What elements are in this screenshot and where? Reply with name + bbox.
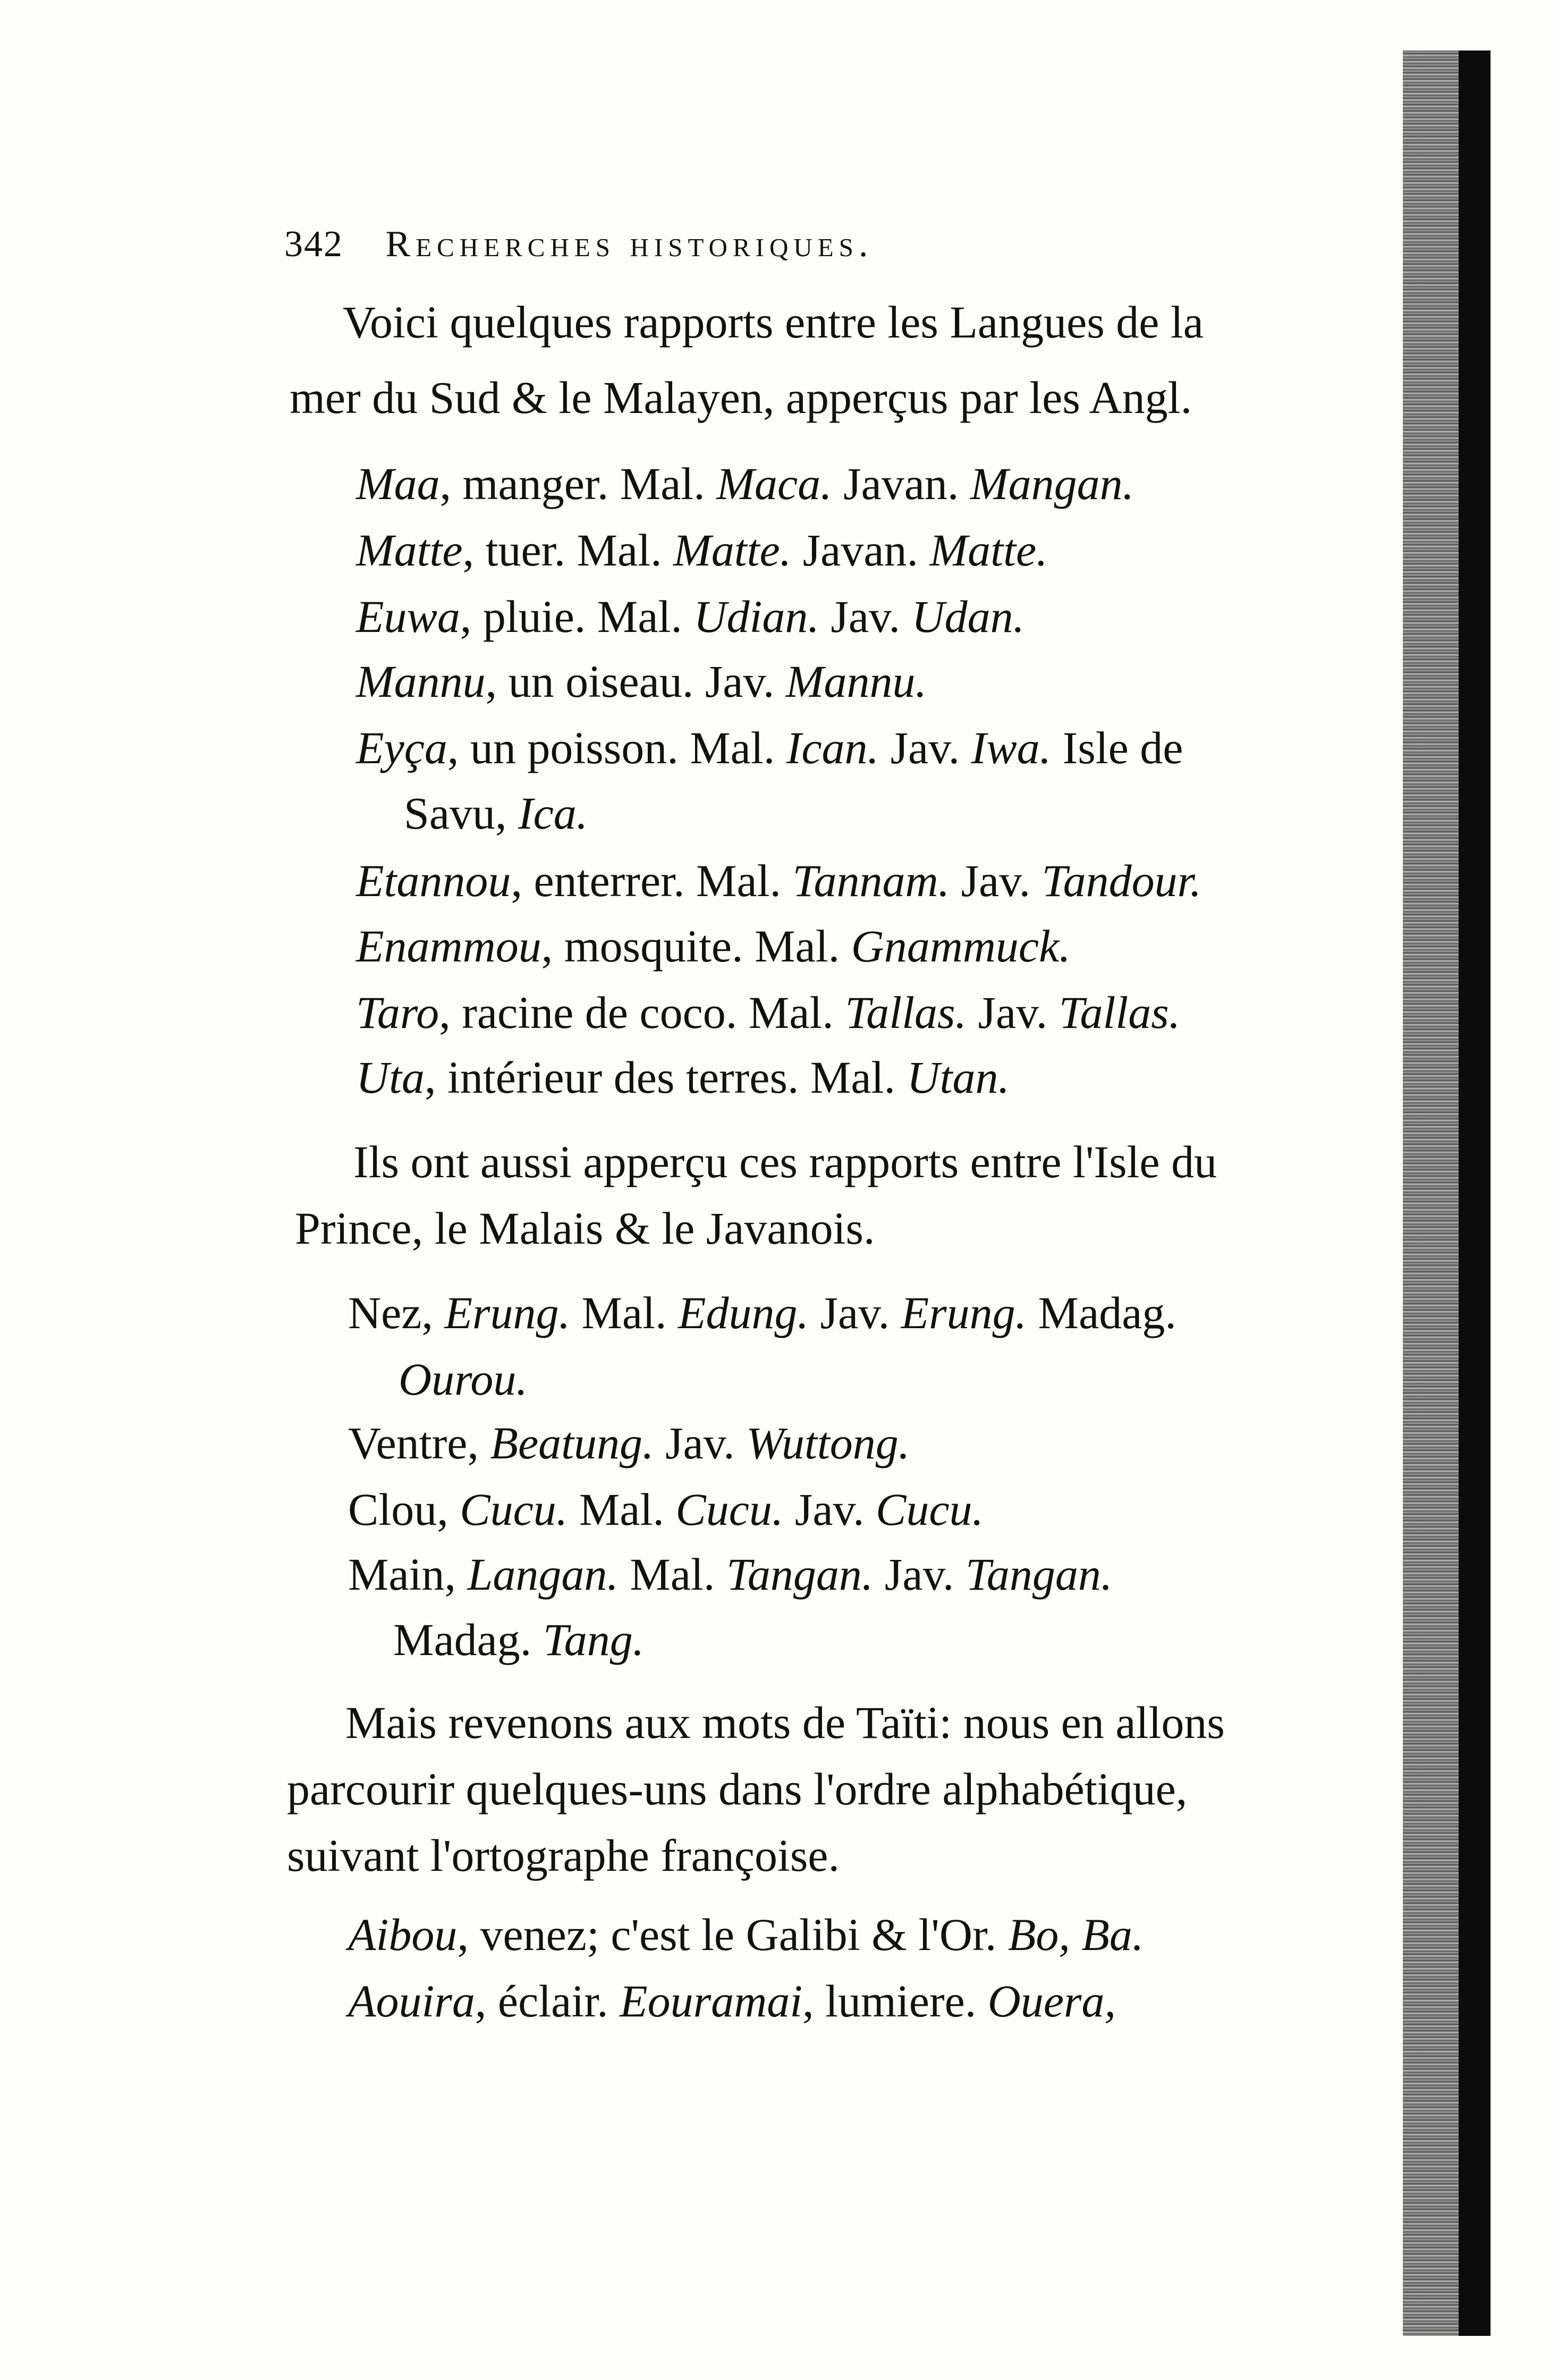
- list-item: [356, 524, 1048, 577]
- entry-word: Edung.: [678, 1287, 809, 1338]
- entry-text: Nez,: [348, 1287, 445, 1338]
- entry-word: Eouramai: [620, 1976, 803, 2027]
- entry-text: Main,: [348, 1549, 468, 1600]
- entry-text: Jav.: [873, 1549, 966, 1600]
- entry-word: Udan.: [911, 591, 1025, 642]
- entry-text: , tuer. Mal.: [462, 525, 674, 576]
- entry-word: Ourou.: [399, 1354, 528, 1405]
- entry-word: Matte.: [929, 525, 1048, 576]
- intro-text-2: mer du Sud & le Malayen, apperçus par les Angl.: [290, 372, 1192, 423]
- para3-text-2: parcourir quelques-uns dans l'ordre alphabétique,: [287, 1763, 1188, 1814]
- entry-word: Mannu.: [785, 656, 927, 707]
- entry-text: Jav.: [879, 722, 971, 773]
- para2-text-2: Prince, le Malais & le Javanois.: [295, 1203, 875, 1254]
- entry-text: Jav.: [819, 591, 912, 642]
- entry-word: Aibou: [348, 1909, 458, 1960]
- list-item: [356, 986, 1180, 1039]
- list-item: [356, 457, 1134, 510]
- entry-word: Aouira: [348, 1976, 475, 2027]
- entry-text: Mal.: [618, 1549, 726, 1600]
- intro-text-1: Voici quelques rapports entre les Langues de la: [343, 297, 1204, 348]
- entry-word: Utan.: [907, 1052, 1010, 1103]
- entry-word: Iwa.: [971, 722, 1052, 773]
- entry-word: Erung.: [901, 1287, 1027, 1338]
- entry-word: Maa: [356, 458, 440, 509]
- entry-text: Mal.: [568, 1484, 676, 1535]
- entry-word: Ouera,: [987, 1976, 1116, 2027]
- entry-word: Cucu.: [875, 1484, 984, 1535]
- entry-word: Gnammuck.: [851, 921, 1071, 972]
- list-item: [348, 1286, 1176, 1339]
- entry-text: Jav.: [783, 1484, 876, 1535]
- entry-text: Javan.: [832, 458, 970, 509]
- entry-word: Tannam.: [792, 855, 950, 906]
- entry-word: Beatung.: [490, 1417, 654, 1468]
- list-item: [348, 1483, 984, 1536]
- entry-word: Udian.: [693, 591, 819, 642]
- running-title: Recherches historiques.: [385, 224, 874, 265]
- entry-text: Isle de: [1051, 722, 1183, 773]
- entry-word: Ica.: [518, 788, 588, 839]
- entry-word: Euwa: [356, 591, 460, 642]
- entry-text: , manger. Mal.: [439, 458, 717, 509]
- entry-word: Bo, Ba.: [1007, 1909, 1144, 1960]
- intro-line-2: [290, 360, 1192, 435]
- entry-text: Jav.: [967, 987, 1059, 1038]
- entry-text: Ventre,: [348, 1417, 490, 1468]
- entry-text: , un oiseau. Jav.: [485, 656, 786, 707]
- intro-line-1: [343, 284, 1204, 360]
- entry-word: Uta: [356, 1052, 425, 1103]
- list-item: [348, 1548, 1112, 1601]
- para3-text-3: suivant l'ortographe françoise.: [287, 1830, 840, 1881]
- entry-word: Enammou: [356, 921, 541, 972]
- para3-text-1: Mais revenons aux mots de Taïti: nous en allons: [345, 1697, 1225, 1748]
- entry-text: Savu,: [404, 788, 518, 839]
- entry-text: , racine de coco. Mal.: [439, 987, 845, 1038]
- list-item: [404, 787, 588, 840]
- entry-word: Mannu: [356, 656, 486, 707]
- entry-word: Cucu.: [460, 1484, 568, 1535]
- entry-text: Jav.: [654, 1417, 747, 1468]
- entry-word: Ican.: [786, 722, 879, 773]
- entry-text: , éclair.: [475, 1976, 620, 2027]
- para2-text-1: Ils ont aussi apperçu ces rapports entre l'Isle du: [353, 1136, 1217, 1187]
- para3-line-1: [345, 1685, 1225, 1760]
- list-item: [356, 655, 927, 708]
- para2-line-1: [353, 1124, 1217, 1200]
- entry-text: , intérieur des terres. Mal.: [425, 1052, 907, 1103]
- list-item: [356, 919, 1071, 973]
- para3-line-2: [287, 1751, 1187, 1827]
- entry-text: Jav.: [809, 1287, 901, 1338]
- entry-word: Cucu.: [675, 1484, 784, 1535]
- entry-word: Tang.: [543, 1614, 645, 1665]
- entry-word: Erung.: [444, 1287, 570, 1338]
- list-item: [393, 1613, 644, 1666]
- entry-text: Madag.: [393, 1614, 543, 1665]
- entry-word: Tallas.: [1059, 987, 1181, 1038]
- entry-word: Eyça: [356, 722, 447, 773]
- entry-text: , venez; c'est le Galibi & l'Or.: [457, 1909, 1008, 1960]
- entry-text: , un poisson. Mal.: [447, 722, 786, 773]
- list-item: [348, 1974, 1116, 2028]
- entry-word: Tangan.: [965, 1549, 1113, 1600]
- entry-word: Maca.: [716, 458, 832, 509]
- entry-word: Mangan.: [970, 458, 1134, 509]
- para3-line-3: [287, 1818, 840, 1893]
- entry-word: Matte.: [673, 525, 792, 576]
- entry-word: Etannou: [356, 855, 511, 906]
- list-item: [356, 721, 1183, 774]
- entry-word: Taro: [356, 987, 439, 1038]
- list-item: [356, 1051, 1010, 1104]
- page-edge-bar: [1459, 50, 1491, 2336]
- entry-word: Tallas.: [845, 987, 967, 1038]
- entry-text: , lumiere.: [802, 1976, 988, 2027]
- entry-word: Tandour.: [1042, 855, 1202, 906]
- entry-word: Matte: [356, 525, 463, 576]
- list-item: [356, 854, 1201, 907]
- entry-text: , mosquite. Mal.: [541, 921, 851, 972]
- entry-text: Clou,: [348, 1484, 460, 1535]
- list-item: [356, 590, 1024, 643]
- entry-word: Wuttong.: [746, 1417, 910, 1468]
- list-item: [399, 1353, 528, 1406]
- entry-text: , enterrer. Mal.: [511, 855, 793, 906]
- entry-word: Tangan.: [726, 1549, 874, 1600]
- list-item: [348, 1908, 1144, 1961]
- page-number: 342: [284, 224, 343, 265]
- entry-text: Jav.: [950, 855, 1042, 906]
- running-header: [284, 223, 1294, 282]
- list-item: [348, 1416, 910, 1470]
- para2-line-2: [295, 1191, 875, 1266]
- entry-text: Javan.: [791, 525, 930, 576]
- entry-text: , pluie. Mal.: [460, 591, 694, 642]
- entry-text: Mal.: [570, 1287, 678, 1338]
- entry-text: Madag.: [1027, 1287, 1176, 1338]
- entry-word: Langan.: [467, 1549, 619, 1600]
